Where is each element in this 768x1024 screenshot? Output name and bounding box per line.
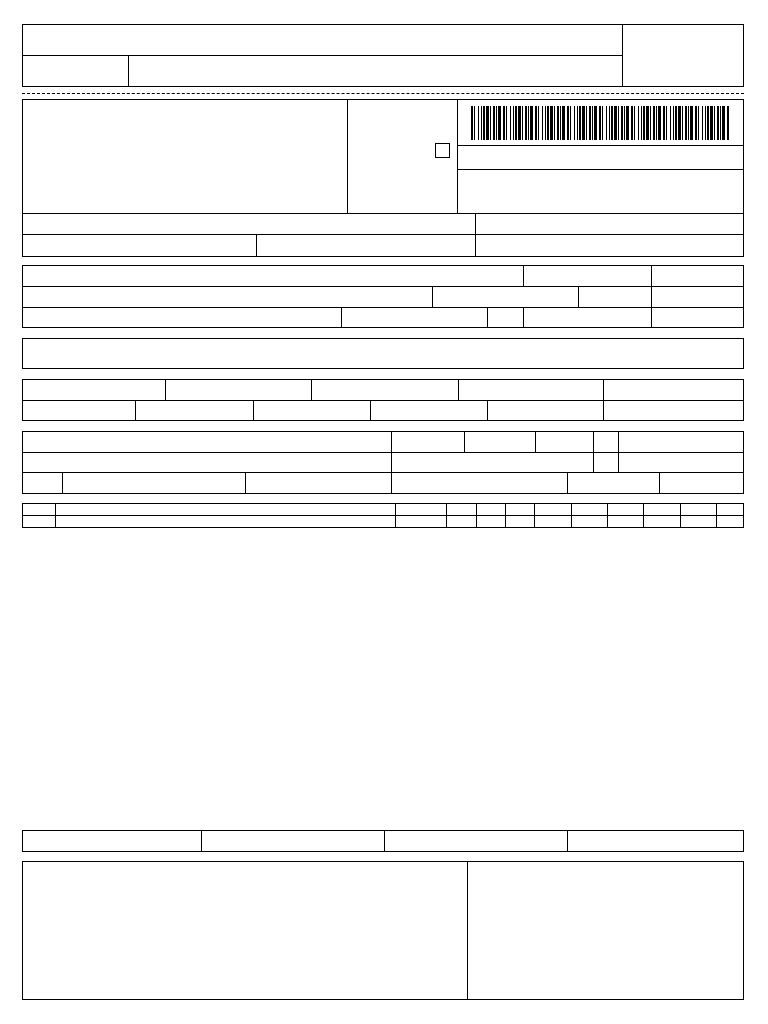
tax-divider <box>370 400 371 421</box>
barcode-bar <box>714 106 715 140</box>
barcode-bar <box>690 106 693 140</box>
recipient-divider <box>432 286 433 307</box>
items-table-divider <box>571 503 572 528</box>
barcode-bar <box>614 106 617 140</box>
barcode-bar <box>720 106 721 140</box>
transport-divider <box>245 472 246 494</box>
barcode-bar <box>727 106 729 140</box>
barcode-bar <box>486 106 489 140</box>
recipient-divider <box>523 265 524 286</box>
barcode-bar <box>663 106 665 140</box>
items-table-divider <box>22 515 744 516</box>
barcode-bar <box>542 106 543 140</box>
barcode-bar <box>554 106 555 140</box>
barcode-bar <box>535 106 537 140</box>
barcode-bar <box>471 106 473 140</box>
barcode-bar <box>594 106 597 140</box>
items-table-divider <box>534 503 535 528</box>
tax-divider <box>135 400 136 421</box>
barcode-bar <box>530 106 533 140</box>
barcode-bar <box>579 106 581 140</box>
transport-divider <box>659 472 660 494</box>
issuer-divider <box>457 99 458 214</box>
barcode-bar <box>560 106 561 140</box>
transport-divider <box>567 472 568 494</box>
items-table-divider <box>395 503 396 528</box>
barcode-bar <box>474 106 475 140</box>
barcode-bar <box>528 106 529 140</box>
barcode-bar <box>650 106 651 140</box>
barcode-bar <box>722 106 725 140</box>
issuer-divider <box>256 234 257 257</box>
transport-divider <box>22 472 744 473</box>
barcode-bar <box>478 106 479 140</box>
barcode-bar <box>562 106 565 140</box>
additional-info-divider <box>467 861 468 1000</box>
footer-fields <box>22 830 744 852</box>
tear-line <box>22 93 744 94</box>
footer-divider <box>384 830 385 852</box>
transport-divider <box>22 452 744 453</box>
barcode-bar <box>638 106 639 140</box>
barcode-bar <box>688 106 689 140</box>
barcode-bar <box>646 106 649 140</box>
barcode-bar <box>702 106 703 140</box>
header-divider <box>128 55 129 87</box>
barcode-bar <box>685 106 687 140</box>
barcode-bar <box>717 106 719 140</box>
barcode-bar <box>550 106 553 140</box>
transport-divider <box>62 472 63 494</box>
barcode-bar <box>656 106 657 140</box>
items-table-divider <box>55 503 56 528</box>
barcode-bar <box>626 106 629 140</box>
transport-divider <box>618 431 619 472</box>
transport-divider <box>593 431 594 472</box>
tax-divider <box>311 379 312 400</box>
barcode-bar <box>670 106 671 140</box>
recipient-divider <box>341 307 342 328</box>
barcode-bar <box>592 106 593 140</box>
issuer-divider <box>475 213 476 257</box>
barcode-bar <box>515 106 517 140</box>
barcode-bar <box>513 106 514 140</box>
barcode-bar <box>503 106 505 140</box>
wide-field <box>22 338 744 369</box>
header-divider <box>22 55 622 56</box>
transport-divider <box>391 431 392 494</box>
barcode-bar <box>490 106 491 140</box>
barcode-bar <box>678 106 681 140</box>
barcode-bar <box>525 106 527 140</box>
items-table-divider <box>643 503 644 528</box>
barcode-bar <box>567 106 569 140</box>
barcode-bar <box>621 106 623 140</box>
barcode-bar <box>707 106 709 140</box>
barcode-bar <box>695 106 697 140</box>
barcode-image <box>471 106 729 140</box>
barcode-bar <box>634 106 635 140</box>
barcode-bar <box>586 106 587 140</box>
barcode-bar <box>682 106 683 140</box>
barcode-bar <box>547 106 549 140</box>
items-table-divider <box>476 503 477 528</box>
tax-divider <box>487 400 488 421</box>
barcode-bar <box>582 106 585 140</box>
barcode-bar <box>641 106 642 140</box>
additional-info-block <box>22 861 744 1000</box>
barcode-bar <box>675 106 677 140</box>
items-table-divider <box>716 503 717 528</box>
barcode-bar <box>589 106 591 140</box>
barcode-bar <box>643 106 645 140</box>
items-table-divider <box>446 503 447 528</box>
recipient-block <box>22 265 744 328</box>
issuer-divider <box>457 145 744 146</box>
tax-divider <box>603 379 604 421</box>
tax-divider <box>22 400 744 401</box>
barcode-bar <box>666 106 667 140</box>
footer-divider <box>201 830 202 852</box>
barcode-bar <box>496 106 497 140</box>
barcode-bar <box>609 106 610 140</box>
barcode-bar <box>498 106 501 140</box>
transport-block <box>22 431 744 494</box>
barcode-bar <box>506 106 507 140</box>
recipient-divider <box>22 286 744 287</box>
tax-divider <box>253 400 254 421</box>
barcode-bar <box>545 106 546 140</box>
header-divider <box>622 24 623 87</box>
barcode-bar <box>618 106 619 140</box>
barcode-bar <box>481 106 482 140</box>
barcode-bar <box>611 106 613 140</box>
barcode-bar <box>570 106 571 140</box>
barcode-bar <box>483 106 485 140</box>
barcode-bar <box>574 106 575 140</box>
items-table-divider <box>680 503 681 528</box>
recipient-divider <box>651 265 652 328</box>
recipient-divider <box>22 307 744 308</box>
barcode-bar <box>599 106 601 140</box>
barcode-bar <box>705 106 706 140</box>
transport-divider <box>464 431 465 452</box>
issuer-divider <box>457 169 744 170</box>
issuer-divider <box>347 99 348 214</box>
tax-divider <box>458 379 459 400</box>
barcode-bar <box>522 106 523 140</box>
checkbox[interactable] <box>435 143 450 158</box>
barcode-bar <box>493 106 495 140</box>
recipient-divider <box>523 307 524 328</box>
recipient-divider <box>487 307 488 328</box>
items-table-divider <box>505 503 506 528</box>
issuer-divider <box>22 213 744 214</box>
barcode-bar <box>624 106 625 140</box>
transport-divider <box>535 431 536 452</box>
barcode-bar <box>698 106 699 140</box>
barcode-bar <box>602 106 603 140</box>
barcode-bar <box>518 106 521 140</box>
barcode-bar <box>631 106 633 140</box>
issuer-divider <box>22 234 744 235</box>
items-table-divider <box>607 503 608 528</box>
footer-divider <box>567 830 568 852</box>
recipient-divider <box>578 286 579 307</box>
barcode-bar <box>557 106 559 140</box>
barcode-bar <box>538 106 539 140</box>
barcode-bar <box>510 106 511 140</box>
barcode-bar <box>658 106 661 140</box>
barcode-bar <box>577 106 578 140</box>
barcode-bar <box>606 106 607 140</box>
barcode-bar <box>653 106 655 140</box>
tax-divider <box>165 379 166 400</box>
barcode-bar <box>710 106 713 140</box>
barcode-bar <box>673 106 674 140</box>
